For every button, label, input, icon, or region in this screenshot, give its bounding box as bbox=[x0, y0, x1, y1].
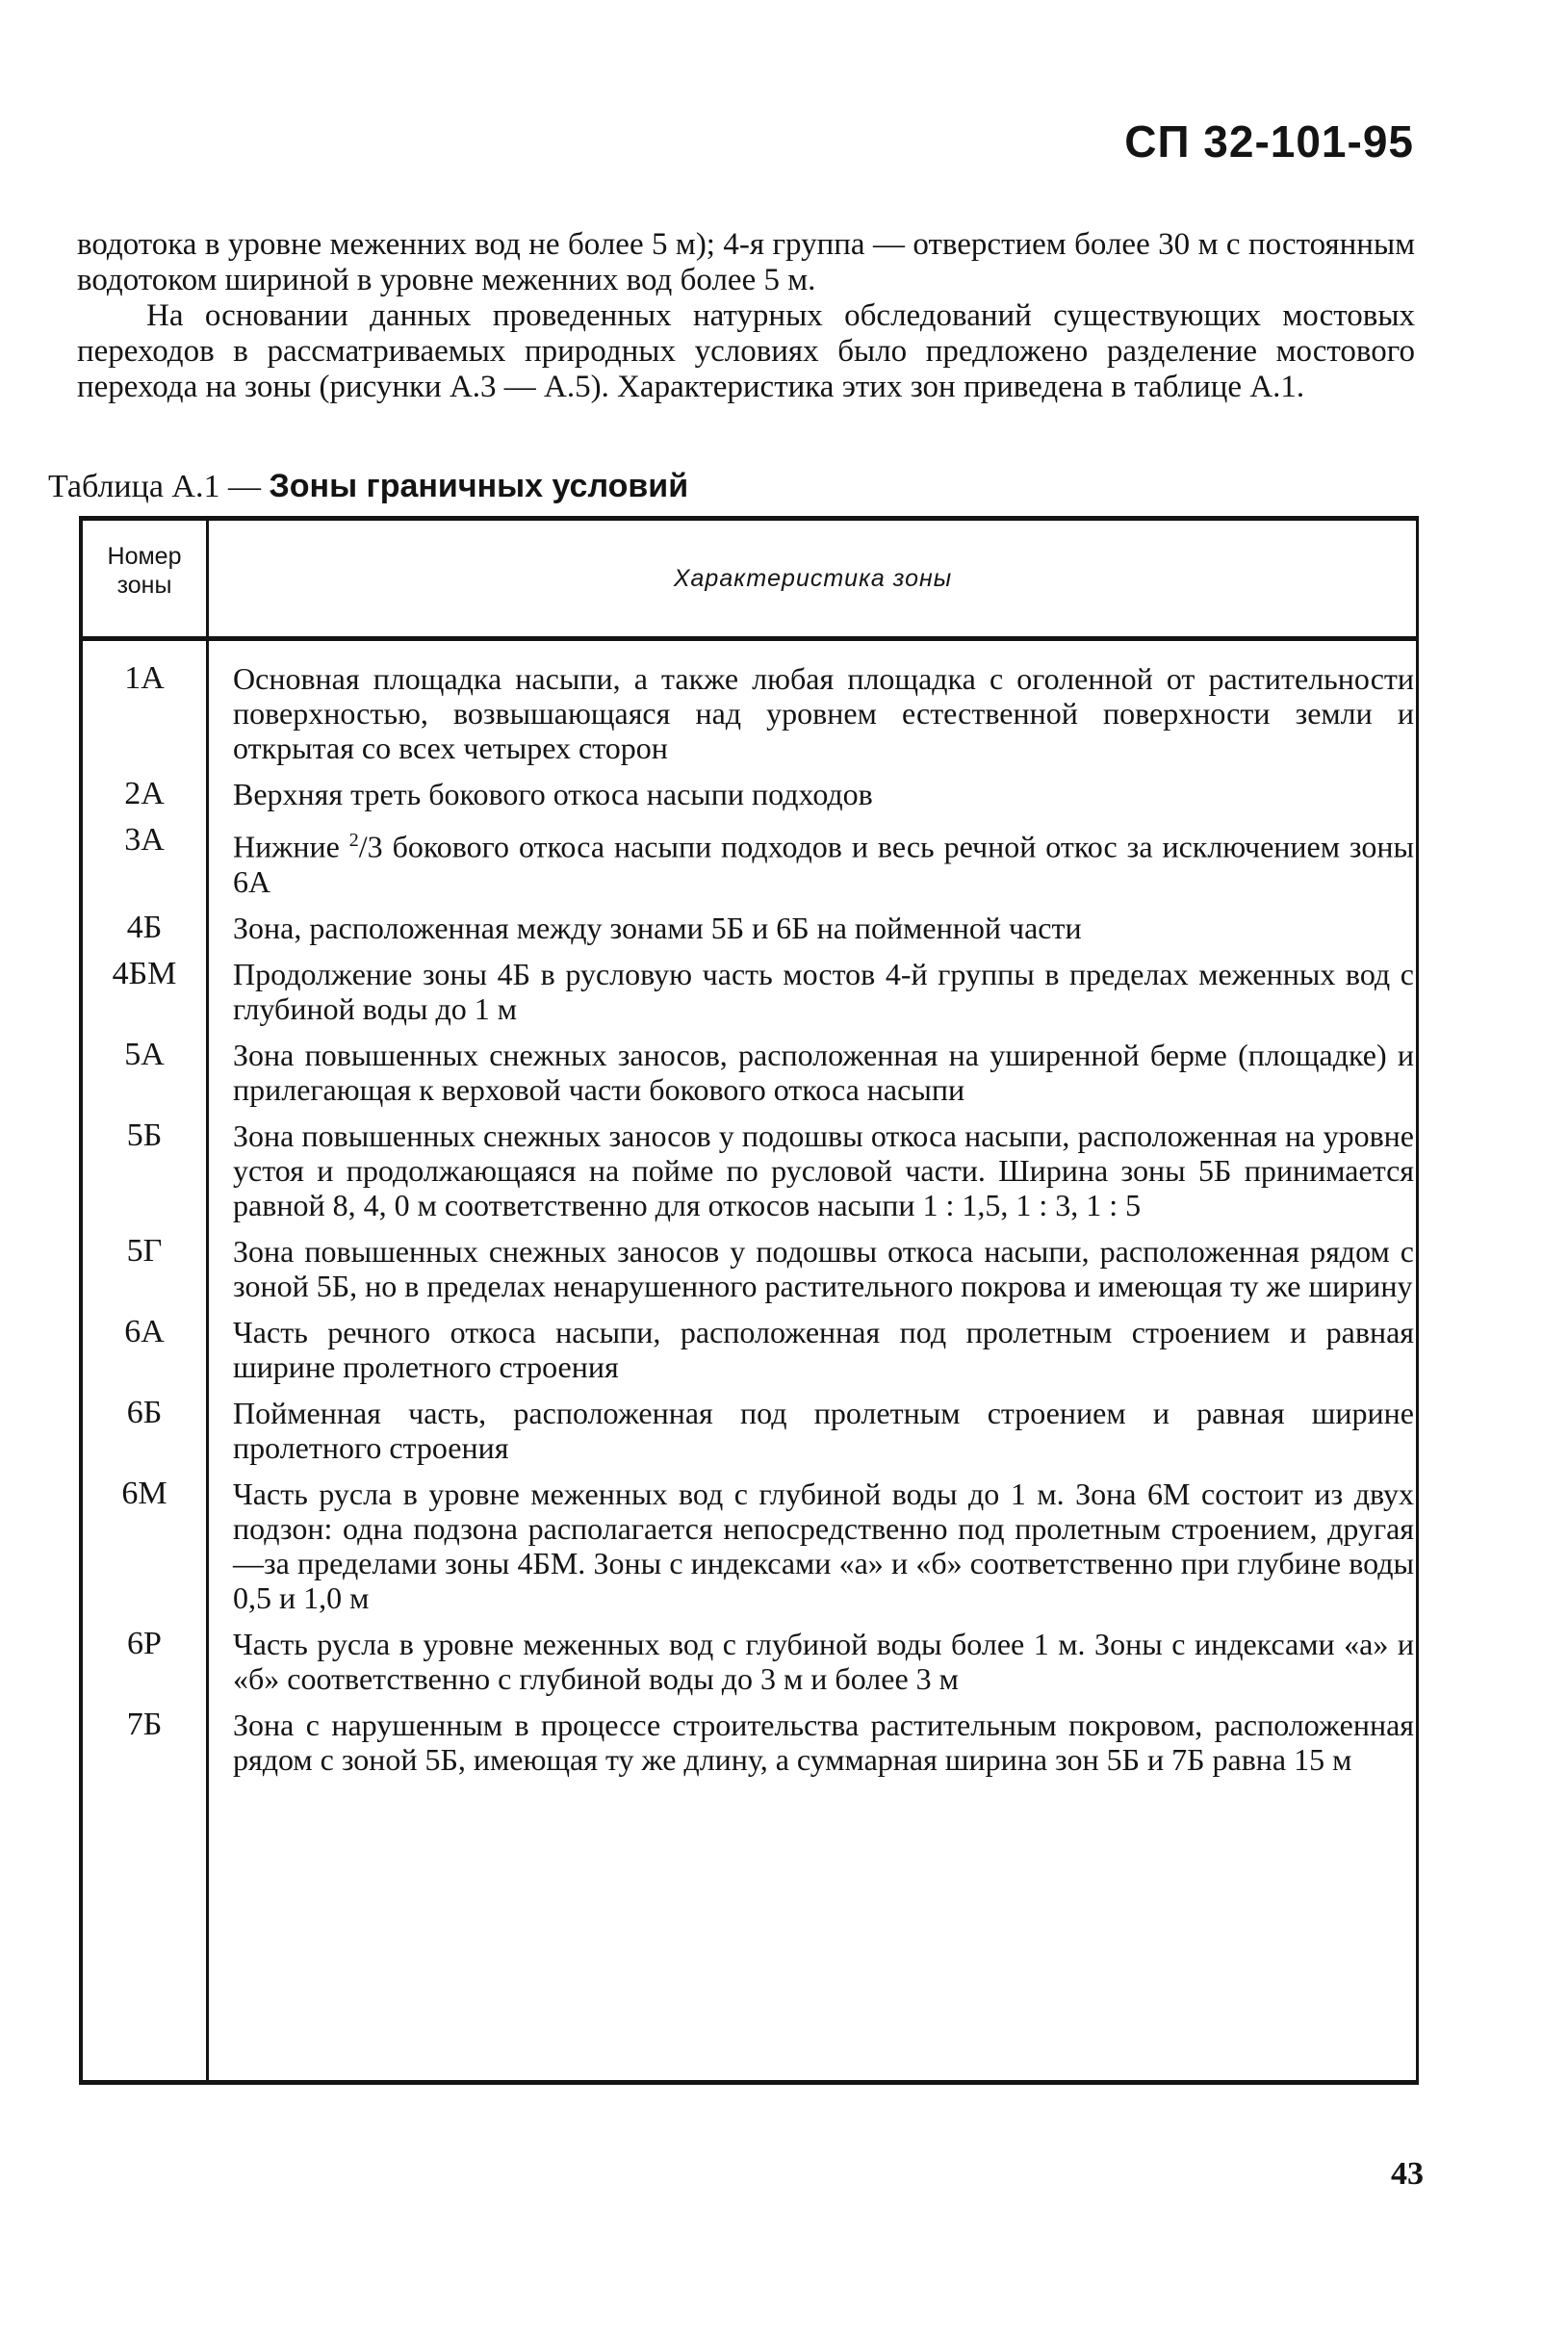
intro-text bbox=[77, 227, 1415, 405]
table-row bbox=[83, 1315, 1416, 1384]
zone-number: 1А bbox=[124, 660, 165, 696]
table-row bbox=[83, 1234, 1416, 1303]
table-body bbox=[83, 661, 1416, 1788]
zone-description: Зона повышенных снежных заносов у подошвы откоса насыпи, расположенная на уровне устоя и продолжающаяся на пойме по русловой части. Ширина зоны 5Б принимается равной 8, 4, 0 м соответственно для откосов насыпи 1 : 1,5, 1 : 3, 1 : 5 bbox=[233, 1117, 1414, 1222]
table-row bbox=[83, 1708, 1416, 1777]
table-row bbox=[83, 823, 1416, 899]
zones-table bbox=[79, 516, 1419, 2085]
header-zone-number bbox=[83, 542, 206, 600]
zone-description: Пойменная часть, расположенная под пролетным строением и равная ширине пролетного строения bbox=[233, 1395, 1414, 1465]
zone-number: 4БМ bbox=[112, 955, 177, 991]
table-row bbox=[83, 1038, 1416, 1107]
table-row bbox=[83, 1118, 1416, 1222]
table-row bbox=[83, 1627, 1416, 1696]
header-zone-description: Характеристика зоны bbox=[673, 565, 953, 592]
table-header bbox=[83, 521, 1416, 641]
zone-description: Часть русла в уровне меженных вод с глубиной воды до 1 м. Зона 6М состоит из двух подзон: одна подзона располагается непосредственно под пролетным строением, другая—за пределами зоны 4БМ. Зоны с индексами «а» и «б» соответственно при глубине воды 0,5 и 1,0 м bbox=[233, 1476, 1414, 1615]
zone-number: 5А bbox=[124, 1036, 165, 1072]
zone-number: 6М bbox=[121, 1475, 167, 1511]
desc-part: бокового откоса насыпи подходов и весь речной откос за исключением зоны 6А bbox=[233, 829, 1415, 899]
table-row bbox=[83, 1477, 1416, 1615]
zone-number: 6Б bbox=[126, 1394, 163, 1430]
zone-description: Верхняя треть бокового откоса насыпи подходов bbox=[233, 777, 873, 811]
page-number: 43 bbox=[1391, 2156, 1424, 2192]
zone-number: 6А bbox=[124, 1313, 165, 1349]
zone-number: 4Б bbox=[126, 909, 163, 945]
zone-number: 5Г bbox=[126, 1232, 163, 1269]
zone-number: 3А bbox=[124, 822, 165, 858]
header-zone-line2: зоны bbox=[116, 572, 172, 599]
fraction-denominator: /3 bbox=[358, 829, 383, 864]
zone-number: 5Б bbox=[126, 1117, 163, 1153]
table-row bbox=[83, 957, 1416, 1026]
desc-part: Нижние bbox=[233, 829, 349, 864]
zone-number: 6Р bbox=[127, 1625, 162, 1661]
table-caption bbox=[48, 468, 688, 505]
zone-description: Зона с нарушенным в процессе строительства растительным покровом, расположенная рядом с зоной 5Б, имеющая ту же длину, а суммарная ширина зон 5Б и 7Б равна 15 м bbox=[233, 1707, 1414, 1777]
fraction-numerator: 2 bbox=[348, 830, 359, 851]
zone-description bbox=[206, 823, 1416, 899]
table-row bbox=[83, 661, 1416, 765]
table-row bbox=[83, 777, 1416, 811]
zone-description: Зона повышенных снежных заносов у подошвы откоса насыпи, расположенная рядом с зоной 5Б, но в пределах ненарушенного растительного покрова и имеющая ту же ширину bbox=[233, 1233, 1414, 1303]
zone-number: 7Б bbox=[126, 1706, 163, 1742]
zone-description: Основная площадка насыпи, а также любая площадка с оголенной от растительности поверхностью, возвышающаяся над уровнем естественной поверхности земли и открытая со всех четырех сторон bbox=[233, 661, 1414, 765]
table-row bbox=[83, 1396, 1416, 1465]
table-caption-title: Зоны граничных условий bbox=[269, 468, 689, 504]
zone-description: Зона повышенных снежных заносов, расположенная на уширенной берме (площадке) и прилегающая к верховой части бокового откоса насыпи bbox=[233, 1037, 1414, 1107]
zone-description: Часть речного откоса насыпи, расположенная под пролетным строением и равная ширине пролетного строения bbox=[233, 1314, 1414, 1384]
zone-description: Часть русла в уровне меженных вод с глубиной воды более 1 м. Зоны с индексами «а» и «б» соответственно с глубиной воды до 3 м и более 3 м bbox=[233, 1626, 1414, 1696]
zone-description: Продолжение зоны 4Б в русловую часть мостов 4-й группы в пределах меженных вод с глубиной воды до 1 м bbox=[233, 956, 1414, 1026]
intro-paragraph-1: водотока в уровне меженних вод не более 5 м); 4-я группа — отверстием более 30 м с постоянным водотоком шириной в уровне меженних вод более 5 м. bbox=[77, 227, 1415, 297]
table-caption-prefix: Таблица А.1 — bbox=[48, 469, 270, 504]
header-zone-line1: Номер bbox=[107, 543, 182, 570]
zone-number: 2А bbox=[124, 776, 165, 811]
zone-description: Зона, расположенная между зонами 5Б и 6Б на пойменной части bbox=[233, 910, 1082, 945]
document-code: СП 32-101-95 bbox=[1124, 116, 1414, 167]
intro-paragraph-2: На основании данных проведенных натурных обследований существующих мостовых переходов в рассматриваемых природных условиях было предложено разделение мостового перехода на зоны (рисунки А.3 — А.5). Характеристика этих зон приведена в таблице А.1. bbox=[77, 298, 1415, 404]
table-row bbox=[83, 911, 1416, 945]
